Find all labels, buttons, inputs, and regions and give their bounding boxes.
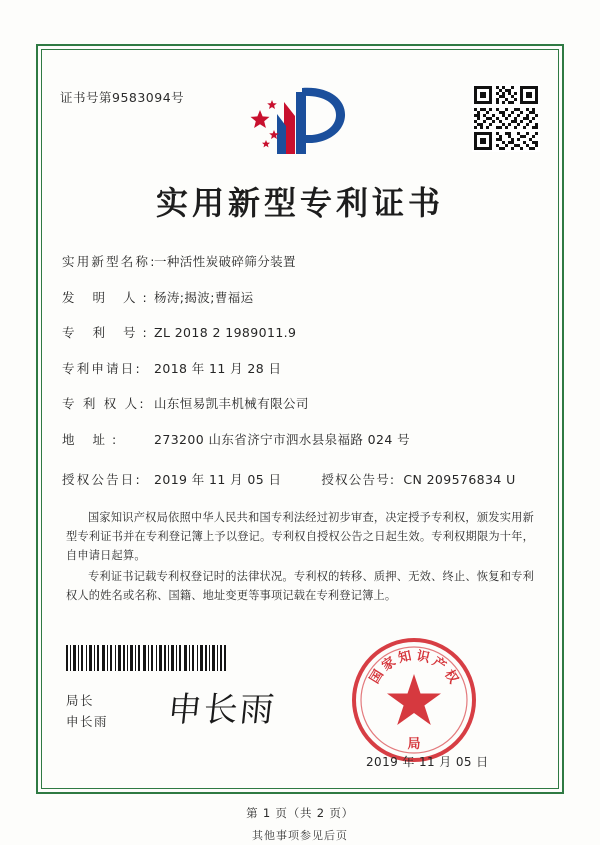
svg-text:权: 权 bbox=[441, 667, 461, 687]
field-label: 专 利 权 人: bbox=[62, 396, 146, 411]
barcode-icon bbox=[66, 645, 226, 671]
field-label-grant-number: 授权公告号: bbox=[321, 471, 396, 487]
field-row-address bbox=[62, 430, 532, 448]
field-value: 山东恒易凯丰机械有限公司 bbox=[154, 396, 309, 411]
field-value: ZL 2018 2 1989011.9 bbox=[154, 325, 297, 340]
field-label: 专利申请日: bbox=[62, 360, 142, 376]
field-label-grant-date: 授权公告日: bbox=[62, 471, 142, 487]
legal-paragraph-2: 专利证书记载专利权登记时的法律状况。专利权的转移、质押、无效、终止、恢复和专利权人的姓名或名称、国籍、地址变更等事项记载在专利登记簿上。 bbox=[66, 570, 534, 602]
certificate-number: 证书号第9583094号 bbox=[60, 90, 185, 105]
field-row-patentee bbox=[62, 394, 532, 412]
official-red-seal-icon bbox=[350, 636, 478, 764]
qr-code-icon bbox=[472, 84, 540, 152]
director-name-label: 申长雨 bbox=[66, 714, 109, 729]
field-label: 发 明 人: bbox=[62, 289, 154, 305]
field-row-utility-model-name bbox=[62, 252, 532, 270]
signature-block bbox=[66, 690, 108, 732]
page-title: 实用新型专利证书 bbox=[155, 184, 444, 222]
cnipa-logo-icon bbox=[246, 82, 354, 160]
svg-text:国: 国 bbox=[367, 667, 387, 687]
field-row-application-date bbox=[62, 359, 532, 377]
field-row-patent-number bbox=[62, 323, 532, 341]
field-value: 2018 年 11 月 28 日 bbox=[154, 360, 282, 376]
field-list bbox=[62, 252, 532, 505]
field-label: 实用新型名称: bbox=[62, 254, 157, 269]
handwritten-signature: 申长雨 bbox=[165, 690, 278, 730]
field-row-grant-announcement bbox=[62, 470, 532, 488]
field-label: 专 利 号: bbox=[62, 325, 154, 340]
field-value: 273200 山东省济宁市泗水县泉福路 024 号 bbox=[154, 431, 410, 447]
page-note: 其他事项参见后页 bbox=[252, 829, 348, 842]
svg-text:知: 知 bbox=[397, 648, 413, 667]
svg-text:局: 局 bbox=[407, 737, 421, 752]
seal-date: 2019 年 11 月 05 日 bbox=[366, 755, 489, 769]
svg-text:识: 识 bbox=[415, 648, 431, 667]
legal-paragraph-1: 国家知识产权局依照中华人民共和国专利法经过初步审查，决定授予专利权，颁发实用新型专利证书并在专利登记簿上予以登记。专利权自授权公告之日起生效。专利权期限为十年，自申请日起算。 bbox=[66, 511, 534, 562]
field-value: 杨涛;揭波;曹福运 bbox=[154, 289, 254, 305]
field-value: 一种活性炭破碎筛分装置 bbox=[154, 254, 296, 269]
field-value-grant-number: CN 209576834 U bbox=[403, 471, 516, 487]
field-row-inventor bbox=[62, 288, 532, 306]
field-value-grant-date: 2019 年 11 月 05 日 bbox=[154, 471, 282, 487]
page-footer: 第 1 页（共 2 页） bbox=[246, 806, 354, 820]
svg-text:产: 产 bbox=[429, 654, 449, 675]
director-title-label: 局长 bbox=[66, 693, 95, 708]
field-label: 地 址: bbox=[62, 431, 124, 447]
svg-text:家: 家 bbox=[379, 654, 399, 675]
